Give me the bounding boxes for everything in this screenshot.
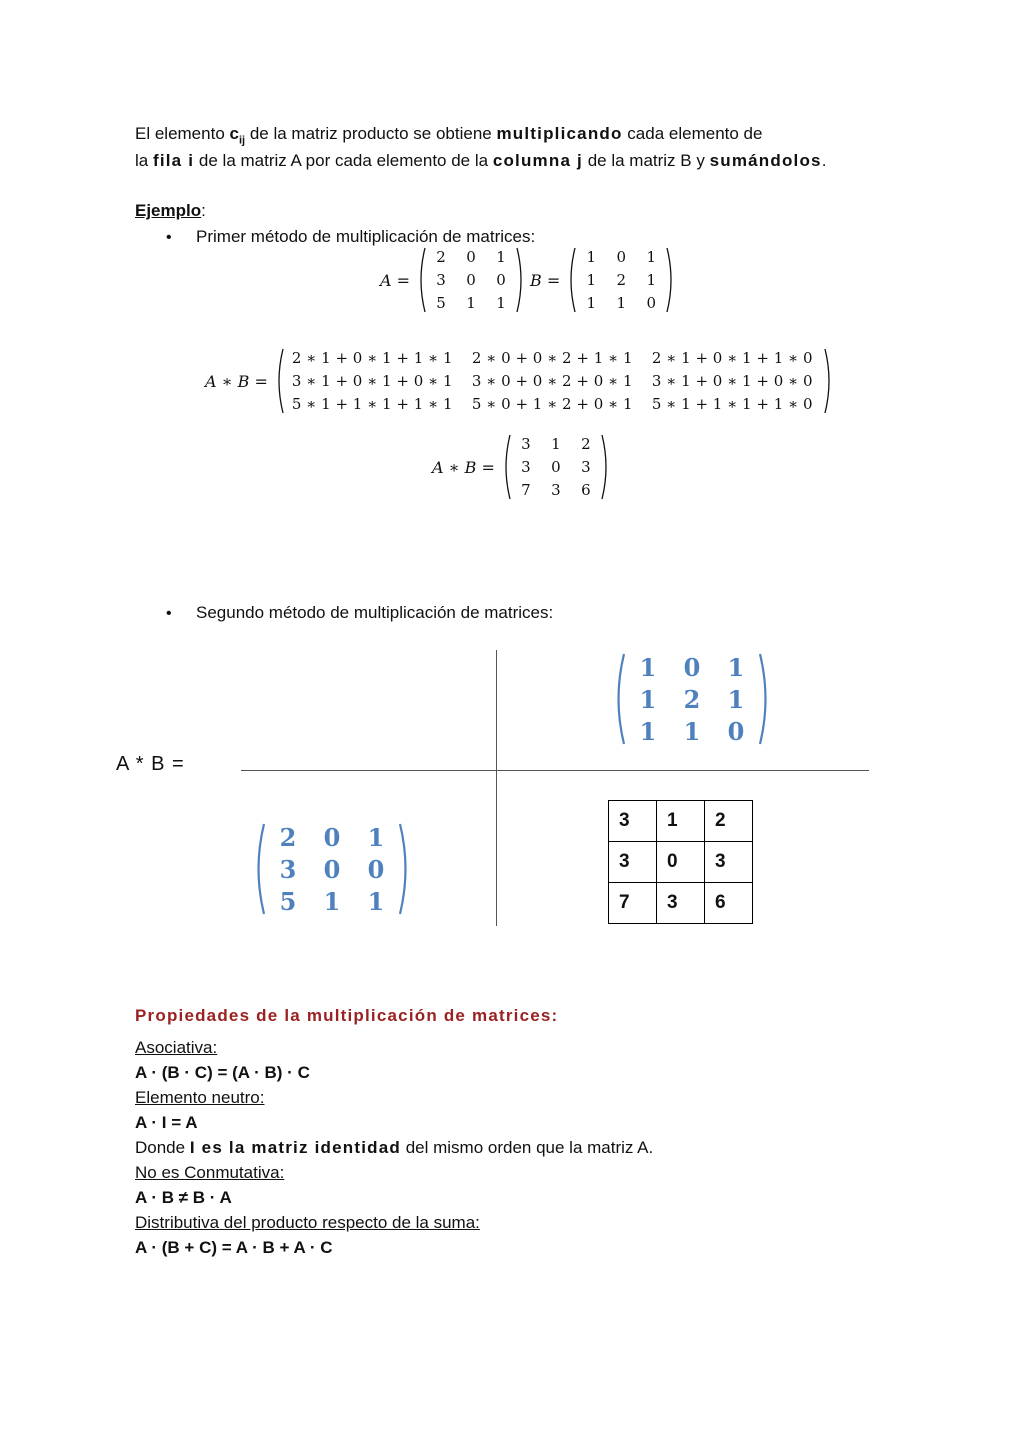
matrix-cell: 1 [551,435,561,453]
intro-text: de la matriz A por cada elemento de la [194,151,493,170]
matrix-cell: 1 [367,887,385,916]
matrix-cell: 2 [616,271,627,289]
matrix-B-big [612,652,772,748]
left-paren-icon [566,247,576,313]
table-cell: 1 [657,801,705,842]
matrix-grid [426,247,516,313]
emphasis-multiplicando: multiplicando [496,124,623,143]
right-paren-icon [601,434,611,500]
expansion-AB [205,348,834,414]
matrix-cell: 1 [616,294,627,312]
matrix-cell: 5 [436,294,446,312]
prop-conmutativa-formula: A · B ≠ B · A [135,1188,232,1207]
matrix-cell: 3 [436,271,446,289]
intro-text: . [821,151,827,170]
matrix-cell: 0 [551,458,561,476]
intro-text: de la matriz producto se obtiene [245,124,497,143]
definition-A-B [380,247,676,313]
right-paren-icon [666,247,676,313]
matrix-cell: 0 [367,855,385,884]
ejemplo-colon: : [201,201,206,220]
element-c: $c_{ij}$ [229,124,246,147]
method2-label: Segundo método de multiplicación de matrices: [196,603,554,622]
matrix-cell: 5 ∗ 1 + 1 ∗ 1 + 1 ∗ 0 [651,395,813,413]
matrix-cell: 3 ∗ 0 + 0 ∗ 2 + 0 ∗ 1 [471,372,633,390]
prop-asociativa-label: Asociativa: [135,1038,218,1057]
prop-distributiva-formula: A · (B + C) = A · B + A · C [135,1238,333,1257]
table-cell: 0 [657,842,705,883]
matrix-grid [266,822,398,918]
matrix-cell: 1 [646,248,657,266]
matrix-cell: 1 [646,271,657,289]
ejemplo-label: Ejemplo [135,201,202,220]
method2-matrix-A [252,822,412,918]
matrix-cell: 0 [646,294,657,312]
matrix-cell: 1 [367,823,385,852]
right-paren-icon [398,822,412,916]
matrix-expansion [274,348,834,414]
matrix-B [566,247,676,313]
table-cell: 3 [609,842,657,883]
matrix-grid [511,434,601,500]
horizontal-divider [241,770,869,771]
intro-text: de la matriz B y [582,151,710,170]
matrix-cell: 2 [683,685,701,714]
table-cell: 6 [705,883,753,924]
label-result: A ∗ B = [432,457,495,477]
method1-item [166,224,172,251]
matrix-cell: 1 [639,685,657,714]
matrix-cell: 2 ∗ 1 + 0 ∗ 1 + 1 ∗ 1 [291,349,453,367]
matrix-cell: 0 [727,717,745,746]
matrix-cell: 2 ∗ 0 + 0 ∗ 2 + 1 ∗ 1 [471,349,633,367]
matrix-cell: 1 [586,294,597,312]
right-paren-icon [824,348,834,414]
matrix-grid [284,348,824,414]
method2-AB-label: A * B = [116,753,185,775]
note-identidad: I es la matriz identidad [189,1138,401,1157]
method2-item [166,600,172,627]
matrix-cell: 2 ∗ 1 + 0 ∗ 1 + 1 ∗ 0 [651,349,813,367]
matrix-cell: 0 [683,653,701,682]
right-paren-icon [758,652,772,746]
matrix-cell: 1 [466,294,476,312]
prop-neutro-formula: A · I = A [135,1113,198,1132]
method2-matrix-B [612,652,772,748]
label-A: A = [380,270,411,290]
prop-distributiva-label: Distributiva del producto respecto de la suma: [135,1213,480,1232]
prop-neutro-note [135,1135,653,1161]
bullet-icon: • [166,605,172,622]
matrix-cell: 1 [683,717,701,746]
matrix-A [416,247,526,313]
left-paren-icon [416,247,426,313]
matrix-cell: 2 [279,823,297,852]
matrix-cell: 1 [639,717,657,746]
matrix-cell: 5 ∗ 0 + 1 ∗ 2 + 0 ∗ 1 [471,395,633,413]
matrix-cell: 3 ∗ 1 + 0 ∗ 1 + 0 ∗ 1 [291,372,453,390]
left-paren-icon [252,822,266,916]
table-row [609,801,753,842]
matrix-cell: 3 [551,481,561,499]
result-AB [432,434,611,500]
matrix-cell: 1 [496,248,506,266]
matrix-cell: 1 [727,685,745,714]
note-text: Donde [135,1138,190,1157]
table-row [609,842,753,883]
matrix-cell: 3 [521,458,531,476]
vertical-divider [496,650,497,926]
intro-text: El elemento [135,124,230,143]
ejemplo-heading [135,198,206,224]
matrix-cell: 0 [323,823,341,852]
table-row [609,883,753,924]
table-cell: 3 [657,883,705,924]
table-cell: 3 [609,801,657,842]
matrix-cell: 0 [466,248,476,266]
emphasis-fila: fila i [152,151,195,170]
matrix-cell: 1 [727,653,745,682]
matrix-cell: 3 [581,458,591,476]
intro-text: cada elemento de [622,124,763,143]
matrix-cell: 5 ∗ 1 + 1 ∗ 1 + 1 ∗ 1 [291,395,453,413]
matrix-cell: 7 [521,481,531,499]
matrix-cell: 3 [279,855,297,884]
prop-asociativa-formula: A · (B · C) = (A · B) · C [135,1063,310,1082]
matrix-result [501,434,611,500]
matrix-cell: 1 [496,294,506,312]
note-text: del mismo orden que la matriz A. [400,1138,654,1157]
matrix-cell: 2 [436,248,446,266]
result-table [608,800,753,924]
table-cell: 2 [705,801,753,842]
table-cell: 3 [705,842,753,883]
prop-neutro-label: Elemento neutro: [135,1088,265,1107]
right-paren-icon [516,247,526,313]
matrix-A-big [252,822,412,918]
matrix-cell: 0 [496,271,506,289]
matrix-cell: 1 [639,653,657,682]
intro-line-2 [135,148,826,174]
prop-conmutativa-label: No es Conmutativa: [135,1163,285,1182]
emphasis-columna: columna j [492,151,583,170]
matrix-cell: 1 [586,271,597,289]
emphasis-sumandolos: sumándolos [709,151,822,170]
matrix-cell: 3 [521,435,531,453]
method1-label: Primer método de multiplicación de matrices: [196,227,536,246]
matrix-cell: 3 ∗ 1 + 0 ∗ 1 + 0 ∗ 0 [651,372,813,390]
intro-text: la [135,151,153,170]
matrix-cell: 2 [581,435,591,453]
matrix-cell: 1 [323,887,341,916]
matrix-cell: 6 [581,481,591,499]
left-paren-icon [274,348,284,414]
matrix-cell: 0 [466,271,476,289]
matrix-cell: 5 [279,887,297,916]
left-paren-icon [501,434,511,500]
matrix-cell: 0 [616,248,627,266]
properties-title: Propiedades de la multiplicación de matrices: [135,1006,559,1025]
table-cell: 7 [609,883,657,924]
label-B: B = [530,270,561,290]
matrix-cell: 0 [323,855,341,884]
matrix-grid [576,247,666,313]
matrix-grid [626,652,758,748]
bullet-icon: • [166,229,172,246]
label-AB: A ∗ B = [205,371,268,391]
matrix-cell: 1 [586,248,597,266]
left-paren-icon [612,652,626,746]
